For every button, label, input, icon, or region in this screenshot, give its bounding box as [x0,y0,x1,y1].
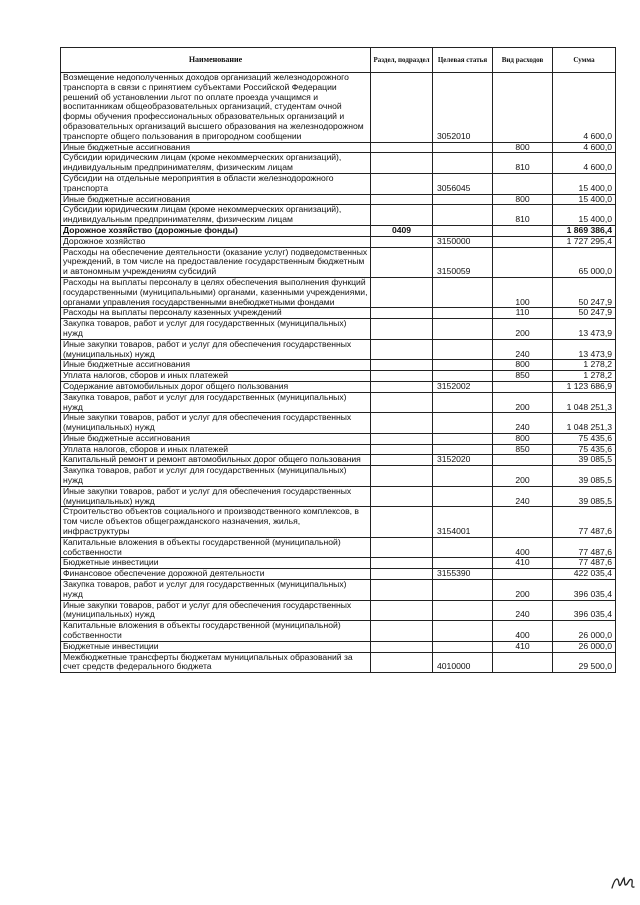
cell-kind [493,455,553,466]
cell-section [371,507,433,537]
cell-name: Закупка товаров, работ и услуг для государственных (муниципальных) нужд [61,319,371,340]
table-row [61,308,616,319]
header-target: Целевая статья [433,48,493,73]
cell-kind: 410 [493,558,553,569]
table-row [61,247,616,277]
cell-target: 3150059 [433,247,493,277]
cell-sum: 15 400,0 [553,194,616,205]
cell-kind [493,652,553,673]
cell-kind [493,247,553,277]
header-name: Наименование [61,48,371,73]
cell-kind: 240 [493,486,553,507]
cell-kind: 200 [493,319,553,340]
cell-name: Иные бюджетные ассигнования [61,194,371,205]
cell-name: Возмещение недополученных доходов организаций железнодорожного транспорта в связи с принятием субъектами Российской Федерации решений об установлении льгот по оплате проезда учащимся и воспитанникам общеобразовательных организаций, студентам очной формы обучения профессиональных образовательных организаций и образовательных организаций высшего образования на железнодорожном транспорте общего пользования в пригородном сообщении [61,73,371,143]
cell-section [371,339,433,360]
cell-section [371,392,433,413]
cell-name: Субсидии юридическим лицам (кроме некоммерческих организаций), индивидуальным предпринимателям, физическим лицам [61,205,371,226]
cell-section [371,319,433,340]
cell-kind: 240 [493,600,553,621]
cell-name: Иные закупки товаров, работ и услуг для обеспечения государственных (муниципальных) нужд [61,413,371,434]
cell-sum: 1 048 251,3 [553,413,616,434]
table-row [61,641,616,652]
cell-target [433,580,493,601]
cell-kind [493,173,553,194]
table-row [61,194,616,205]
cell-target: 3150000 [433,236,493,247]
cell-target: 3155390 [433,569,493,580]
cell-name: Уплата налогов, сборов и иных платежей [61,371,371,382]
cell-name: Дорожное хозяйство (дорожные фонды) [61,225,371,236]
table-row [61,236,616,247]
cell-sum: 15 400,0 [553,173,616,194]
cell-name: Межбюджетные трансферты бюджетам муниципальных образований за счет средств федерального бюджета [61,652,371,673]
cell-kind [493,507,553,537]
cell-section [371,142,433,153]
cell-kind [493,73,553,143]
cell-kind [493,225,553,236]
cell-kind [493,381,553,392]
cell-section [371,413,433,434]
cell-sum: 422 035,4 [553,569,616,580]
cell-kind: 240 [493,339,553,360]
cell-kind: 400 [493,537,553,558]
table-row [61,433,616,444]
cell-target [433,225,493,236]
table-row [61,569,616,580]
cell-name: Закупка товаров, работ и услуг для государственных (муниципальных) нужд [61,466,371,487]
cell-sum: 26 000,0 [553,641,616,652]
cell-sum: 65 000,0 [553,247,616,277]
cell-target: 3152002 [433,381,493,392]
cell-sum: 1 123 686,9 [553,381,616,392]
cell-target [433,537,493,558]
cell-target [433,308,493,319]
cell-section [371,455,433,466]
cell-target [433,194,493,205]
table-header-row [61,48,616,73]
cell-sum: 39 085,5 [553,466,616,487]
cell-section [371,173,433,194]
cell-target [433,444,493,455]
cell-sum: 29 500,0 [553,652,616,673]
cell-kind: 410 [493,641,553,652]
cell-name: Закупка товаров, работ и услуг для государственных (муниципальных) нужд [61,580,371,601]
cell-name: Иные закупки товаров, работ и услуг для обеспечения государственных (муниципальных) нужд [61,600,371,621]
cell-target [433,641,493,652]
cell-sum: 77 487,6 [553,537,616,558]
cell-name: Капитальный ремонт и ремонт автомобильных дорог общего пользования [61,455,371,466]
handwritten-signature-icon [610,872,636,892]
cell-section [371,641,433,652]
table-row [61,277,616,307]
cell-name: Иные закупки товаров, работ и услуг для обеспечения государственных (муниципальных) нужд [61,486,371,507]
cell-section [371,569,433,580]
cell-kind [493,236,553,247]
cell-target [433,392,493,413]
cell-target [433,339,493,360]
header-kind: Вид расходов [493,48,553,73]
cell-sum: 1 869 386,4 [553,225,616,236]
cell-target [433,413,493,434]
table-row [61,621,616,642]
cell-name: Дорожное хозяйство [61,236,371,247]
cell-name: Расходы на выплаты персоналу казенных учреждений [61,308,371,319]
cell-target [433,621,493,642]
cell-target [433,319,493,340]
cell-target [433,360,493,371]
cell-target [433,486,493,507]
cell-sum: 4 600,0 [553,73,616,143]
cell-sum: 13 473,9 [553,339,616,360]
cell-name: Уплата налогов, сборов и иных платежей [61,444,371,455]
cell-sum: 1 727 295,4 [553,236,616,247]
table-row [61,486,616,507]
table-row [61,339,616,360]
cell-target [433,558,493,569]
cell-sum: 77 487,6 [553,558,616,569]
cell-sum: 77 487,6 [553,507,616,537]
cell-target [433,600,493,621]
cell-sum: 75 435,6 [553,444,616,455]
cell-name: Капитальные вложения в объекты государственной (муниципальной) собственности [61,621,371,642]
cell-section [371,194,433,205]
cell-name: Бюджетные инвестиции [61,558,371,569]
table-row [61,444,616,455]
table-row [61,381,616,392]
cell-name: Финансовое обеспечение дорожной деятельности [61,569,371,580]
cell-kind: 200 [493,392,553,413]
cell-section [371,371,433,382]
cell-kind: 100 [493,277,553,307]
cell-name: Капитальные вложения в объекты государственной (муниципальной) собственности [61,537,371,558]
cell-name: Иные закупки товаров, работ и услуг для обеспечения государственных (муниципальных) нужд [61,339,371,360]
cell-name: Субсидии юридическим лицам (кроме некоммерческих организаций), индивидуальным предпринимателям, физическим лицам [61,153,371,174]
cell-section [371,558,433,569]
cell-target [433,466,493,487]
table-row [61,73,616,143]
cell-name: Субсидии на отдельные мероприятия в области железнодорожного транспорта [61,173,371,194]
cell-section [371,433,433,444]
cell-sum: 4 600,0 [553,142,616,153]
cell-kind: 800 [493,433,553,444]
table-row [61,371,616,382]
cell-section [371,153,433,174]
table-row [61,466,616,487]
table-row [61,580,616,601]
cell-kind: 810 [493,153,553,174]
cell-name: Расходы на выплаты персоналу в целях обеспечения выполнения функций государственными (муниципальными) органами, казенными учреждениями, органами управления государственными внебюджетными фондами [61,277,371,307]
table-row [61,205,616,226]
cell-section [371,537,433,558]
cell-sum: 15 400,0 [553,205,616,226]
cell-target [433,142,493,153]
cell-sum: 50 247,9 [553,277,616,307]
cell-target [433,371,493,382]
cell-section [371,444,433,455]
table-row [61,455,616,466]
cell-name: Иные бюджетные ассигнования [61,433,371,444]
table-body [61,73,616,673]
cell-sum: 13 473,9 [553,319,616,340]
table-row [61,360,616,371]
cell-section [371,381,433,392]
cell-name: Расходы на обеспечение деятельности (оказание услуг) подведомственных учреждений, в том числе на предоставление государственным бюджетным и автономным учреждениям субсидий [61,247,371,277]
cell-section [371,277,433,307]
cell-sum: 26 000,0 [553,621,616,642]
cell-section [371,205,433,226]
table-row [61,600,616,621]
cell-sum: 4 600,0 [553,153,616,174]
cell-section [371,621,433,642]
cell-name: Бюджетные инвестиции [61,641,371,652]
cell-section [371,247,433,277]
cell-kind: 800 [493,142,553,153]
cell-kind: 110 [493,308,553,319]
cell-name: Иные бюджетные ассигнования [61,360,371,371]
cell-target [433,277,493,307]
cell-section [371,600,433,621]
cell-name: Содержание автомобильных дорог общего пользования [61,381,371,392]
table-row [61,413,616,434]
cell-target: 4010000 [433,652,493,673]
cell-sum: 396 035,4 [553,600,616,621]
cell-target: 3154001 [433,507,493,537]
cell-name: Строительство объектов социального и производственного комплексов, в том числе объектов общегражданского назначения, жилья, инфраструктуры [61,507,371,537]
cell-kind: 800 [493,194,553,205]
table-row [61,225,616,236]
table-row [61,142,616,153]
cell-kind: 200 [493,466,553,487]
cell-target [433,205,493,226]
table-row [61,392,616,413]
header-sum: Сумма [553,48,616,73]
cell-sum: 1 278,2 [553,371,616,382]
cell-sum: 1 278,2 [553,360,616,371]
table-row [61,507,616,537]
cell-name: Иные бюджетные ассигнования [61,142,371,153]
budget-table [60,47,616,673]
cell-section [371,466,433,487]
cell-target: 3152020 [433,455,493,466]
cell-kind: 200 [493,580,553,601]
cell-kind: 400 [493,621,553,642]
cell-section [371,308,433,319]
cell-section [371,580,433,601]
table-row [61,537,616,558]
cell-sum: 50 247,9 [553,308,616,319]
cell-sum: 396 035,4 [553,580,616,601]
cell-kind: 850 [493,444,553,455]
cell-section [371,360,433,371]
cell-name: Закупка товаров, работ и услуг для государственных (муниципальных) нужд [61,392,371,413]
cell-target [433,433,493,444]
cell-section [371,652,433,673]
header-section: Раздел, подраздел [371,48,433,73]
cell-sum: 75 435,6 [553,433,616,444]
cell-sum: 39 085,5 [553,455,616,466]
cell-kind: 850 [493,371,553,382]
table-row [61,319,616,340]
cell-kind [493,569,553,580]
cell-kind: 240 [493,413,553,434]
cell-section: 0409 [371,225,433,236]
cell-section [371,236,433,247]
cell-target: 3056045 [433,173,493,194]
cell-kind: 800 [493,360,553,371]
cell-section [371,73,433,143]
cell-sum: 1 048 251,3 [553,392,616,413]
cell-section [371,486,433,507]
cell-sum: 39 085,5 [553,486,616,507]
cell-target: 3052010 [433,73,493,143]
table-row [61,652,616,673]
table-row [61,173,616,194]
cell-target [433,153,493,174]
cell-kind: 810 [493,205,553,226]
table-row [61,558,616,569]
table-row [61,153,616,174]
